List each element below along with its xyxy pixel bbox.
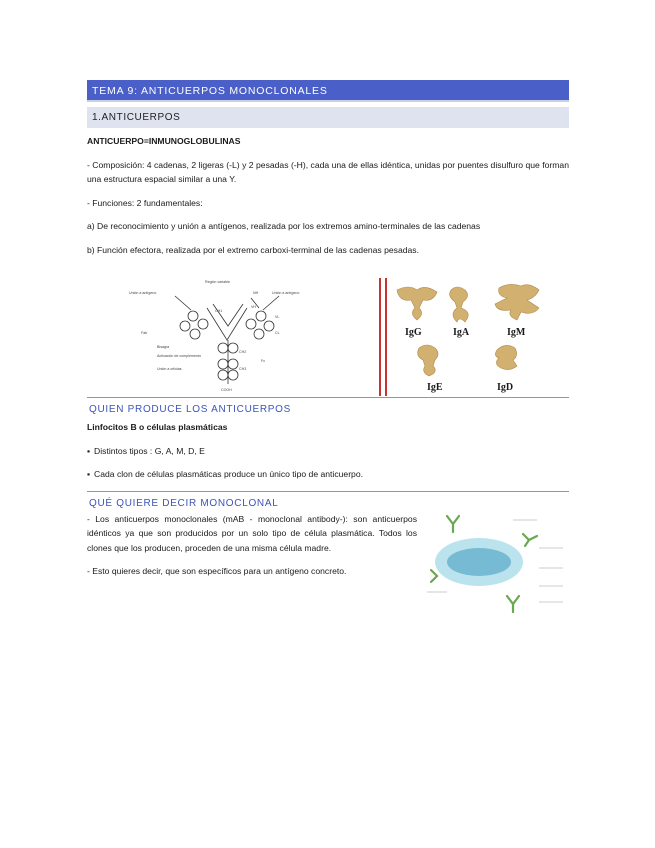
ch3-label: CH3: [239, 367, 247, 371]
section-banner: 1.ANTICUERPOS: [87, 107, 569, 128]
function-a-paragraph: a) De reconocimiento y unión a antígenos, realizada por los extremos amino-terminales de las cadenas: [87, 221, 481, 231]
section1-heading: ANTICUERPO=INMUNOGLOBULINAS: [87, 136, 241, 146]
composition-paragraph: - Composición: 4 cadenas, 2 ligeras (-L) y 2 pesadas (-H), cada una de ellas idéntica, unidas por puentes disulfuro que forman una estructura espacial similar a una Y.: [87, 159, 569, 184]
immunoglobulin-isotypes-image: [389, 278, 569, 396]
hinge-label: Bisagra: [157, 345, 170, 349]
ch2-label: CH2: [239, 350, 247, 354]
antigen-right-label: Unión a antígeno: [272, 291, 300, 295]
cooh-label: COOH: [221, 388, 232, 392]
red-line-right: [385, 278, 387, 396]
divider-lines: [379, 278, 387, 396]
monoclonal-block: [87, 512, 569, 632]
fc-label: Fc: [261, 359, 265, 363]
document-page: [87, 80, 569, 632]
antibody-structure-diagram: [127, 278, 377, 396]
function-b-paragraph: b) Función efectora, realizada por el extremo carboxi-terminal de las cadenas pesadas.: [87, 244, 419, 255]
antibody-figures: [127, 278, 569, 398]
bullet-types: ▪ Distintos tipos : G, A, M, D, E: [87, 444, 569, 459]
vl-label: VL: [275, 315, 280, 319]
nh-label: NH: [253, 291, 259, 295]
section2-heading: Linfocitos B o células plasmáticas: [87, 422, 228, 432]
section3-title: QUÉ QUIERE DECIR MONOCLONAL: [89, 497, 279, 509]
isotype-iga-label: IgA: [453, 327, 470, 338]
red-line-left: [379, 278, 381, 396]
monoclonal-paragraph-1: - Los anticuerpos monoclonales (mAB - monoclonal antibody-): son anticuerpos idénticos ya que son producidos por un solo tipo de célula plasmática. Todos los clones que los producen, proceden de una misma célula madre.: [87, 513, 417, 553]
bullet-clone: ▪ Cada clon de células plasmáticas produce un único tipo de anticuerpo.: [87, 467, 569, 482]
variable-region-label: Región variable: [205, 280, 230, 284]
cl-label: CL: [275, 331, 280, 335]
monoclonal-antibody-image: [427, 514, 567, 614]
fab-label: Fab: [141, 331, 148, 335]
isotype-igd-label: IgD: [497, 382, 514, 393]
isotype-ige-label: IgE: [427, 382, 443, 393]
topic-banner: TEMA 9: ANTICUERPOS MONOCLONALES: [87, 80, 569, 102]
ch1-label: CH1: [215, 309, 223, 313]
isotype-igg-label: IgG: [405, 327, 422, 338]
section2-title: QUIEN PRODUCE LOS ANTICUERPOS: [89, 404, 291, 415]
antigen-left-label: Unión a antígeno: [129, 291, 157, 295]
cells-label: Unión a células: [157, 367, 182, 371]
isotype-igm-label: IgM: [507, 327, 526, 338]
complement-label: Activación de complemento: [157, 354, 201, 358]
vh-label: VH: [251, 305, 256, 309]
functions-paragraph: - Funciones: 2 fundamentales:: [87, 197, 203, 208]
monoclonal-paragraph-2: - Esto quieres decir, que son específicos para un antígeno concreto.: [87, 566, 347, 576]
